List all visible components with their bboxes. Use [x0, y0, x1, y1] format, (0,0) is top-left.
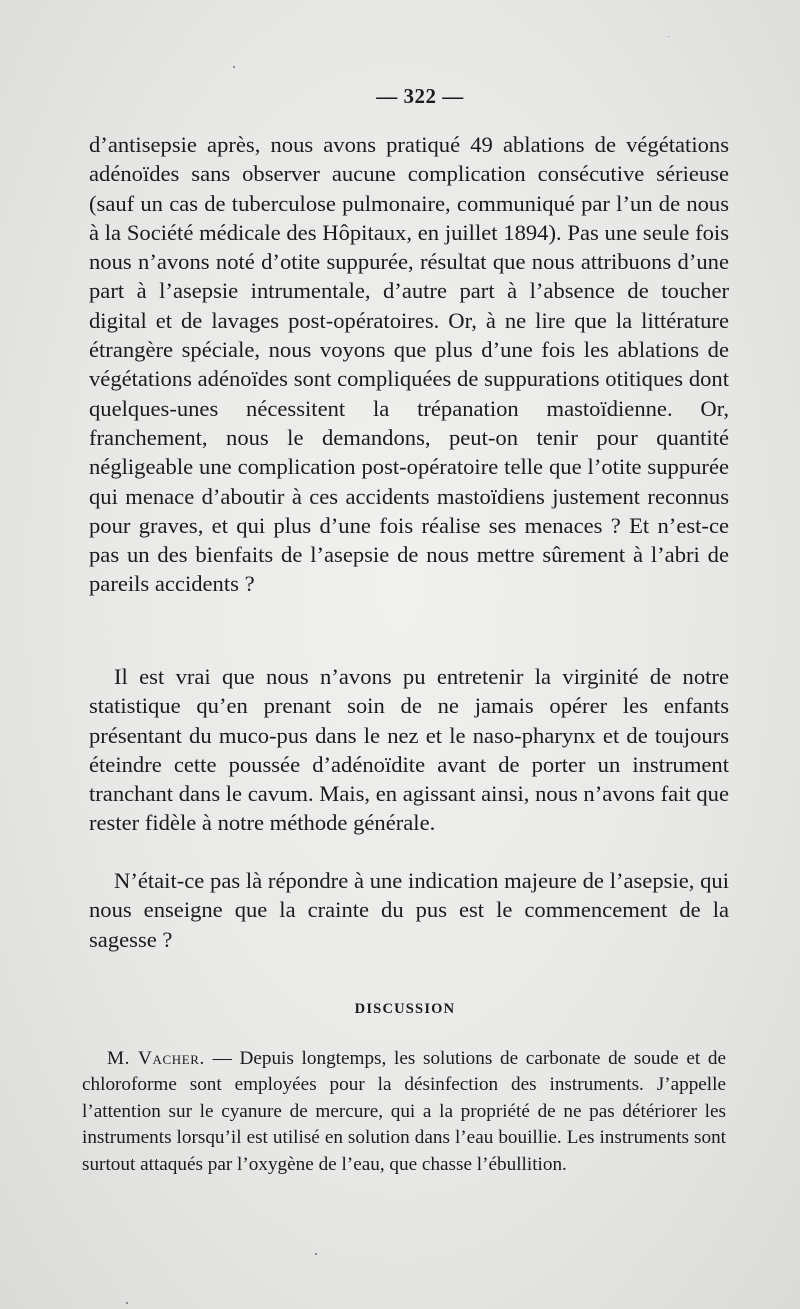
paper-speck [126, 1302, 128, 1304]
paragraph-3: N’était-ce pas là répondre à une indication majeure de l’asepsie, qui nous enseigne que la crainte du pus est le commencement de la sagesse ? [89, 868, 729, 952]
paper-speck [233, 66, 235, 68]
discussion-body: — Depuis longtemps, les solutions de carbonate de soude et de chloroforme sont employées pour la désinfection des instruments. J’appelle l’attention sur le cyanure de mercure, qui a la propriété de ne pas détériorer les instruments lorsqu’il est utilisé en solution dans l’eau bouillie. Les instruments sont surtout attaqués par l’oxygène de l’eau, que chasse l’ébullition. [82, 1048, 726, 1175]
paragraph-2: Il est vrai que nous n’avons pu entretenir la virginité de notre statistique qu’en prenant soin de ne jamais opérer les enfants présentant du muco-pus dans le nez et le naso-pharynx et de toujours éteindre cette poussée d’adénoïdite avant de porter un instrument tranchant dans le cavum. Mais, en agissant ainsi, nous n’avons fait que rester fidèle à notre méthode générale. [89, 664, 729, 836]
speaker-name: M. Vacher. [107, 1048, 205, 1069]
paper-speck [315, 1253, 317, 1255]
page-number: — 322 — [376, 84, 464, 108]
paragraph-1: d’antisepsie après, nous avons pratiqué 49 ablations de végétations adénoïdes sans observer aucune complication consécutive sérieuse (sauf un cas de tuberculose pulmonaire, communiqué par l’un de nous à la Société médicale des Hôpitaux, en juillet 1894). Pas une seule fois nous n’avons noté d’otite suppurée, résultat que nous attribuons d’une part à l’asepsie intrumentale, d’autre part à l’absence de toucher digital et de lavages post-opératoires. Or, à ne lire que la littérature étrangère spéciale, nous voyons que plus d’une fois les ablations de végétations adénoïdes sont compliquées de suppurations otitiques dont quelques-unes nécessitent la trépanation mastoïdienne. Or, franchement, nous le demandons, peut-on tenir pour quantité négligeable une complication post-opératoire telle que l’otite suppurée qui menace d’aboutir à ces accidents mastoïdiens justement reconnus pour graves, et qui plus d’une fois réalise ses menaces ? Et n’est-ce pas un des bienfaits de l’asepsie de nous mettre sûrement à l’abri de pareils accidents ? [89, 132, 729, 597]
discussion-paragraph [82, 1046, 726, 1178]
paper-speck [668, 36, 669, 37]
section-heading-discussion: DISCUSSION [354, 1001, 456, 1017]
